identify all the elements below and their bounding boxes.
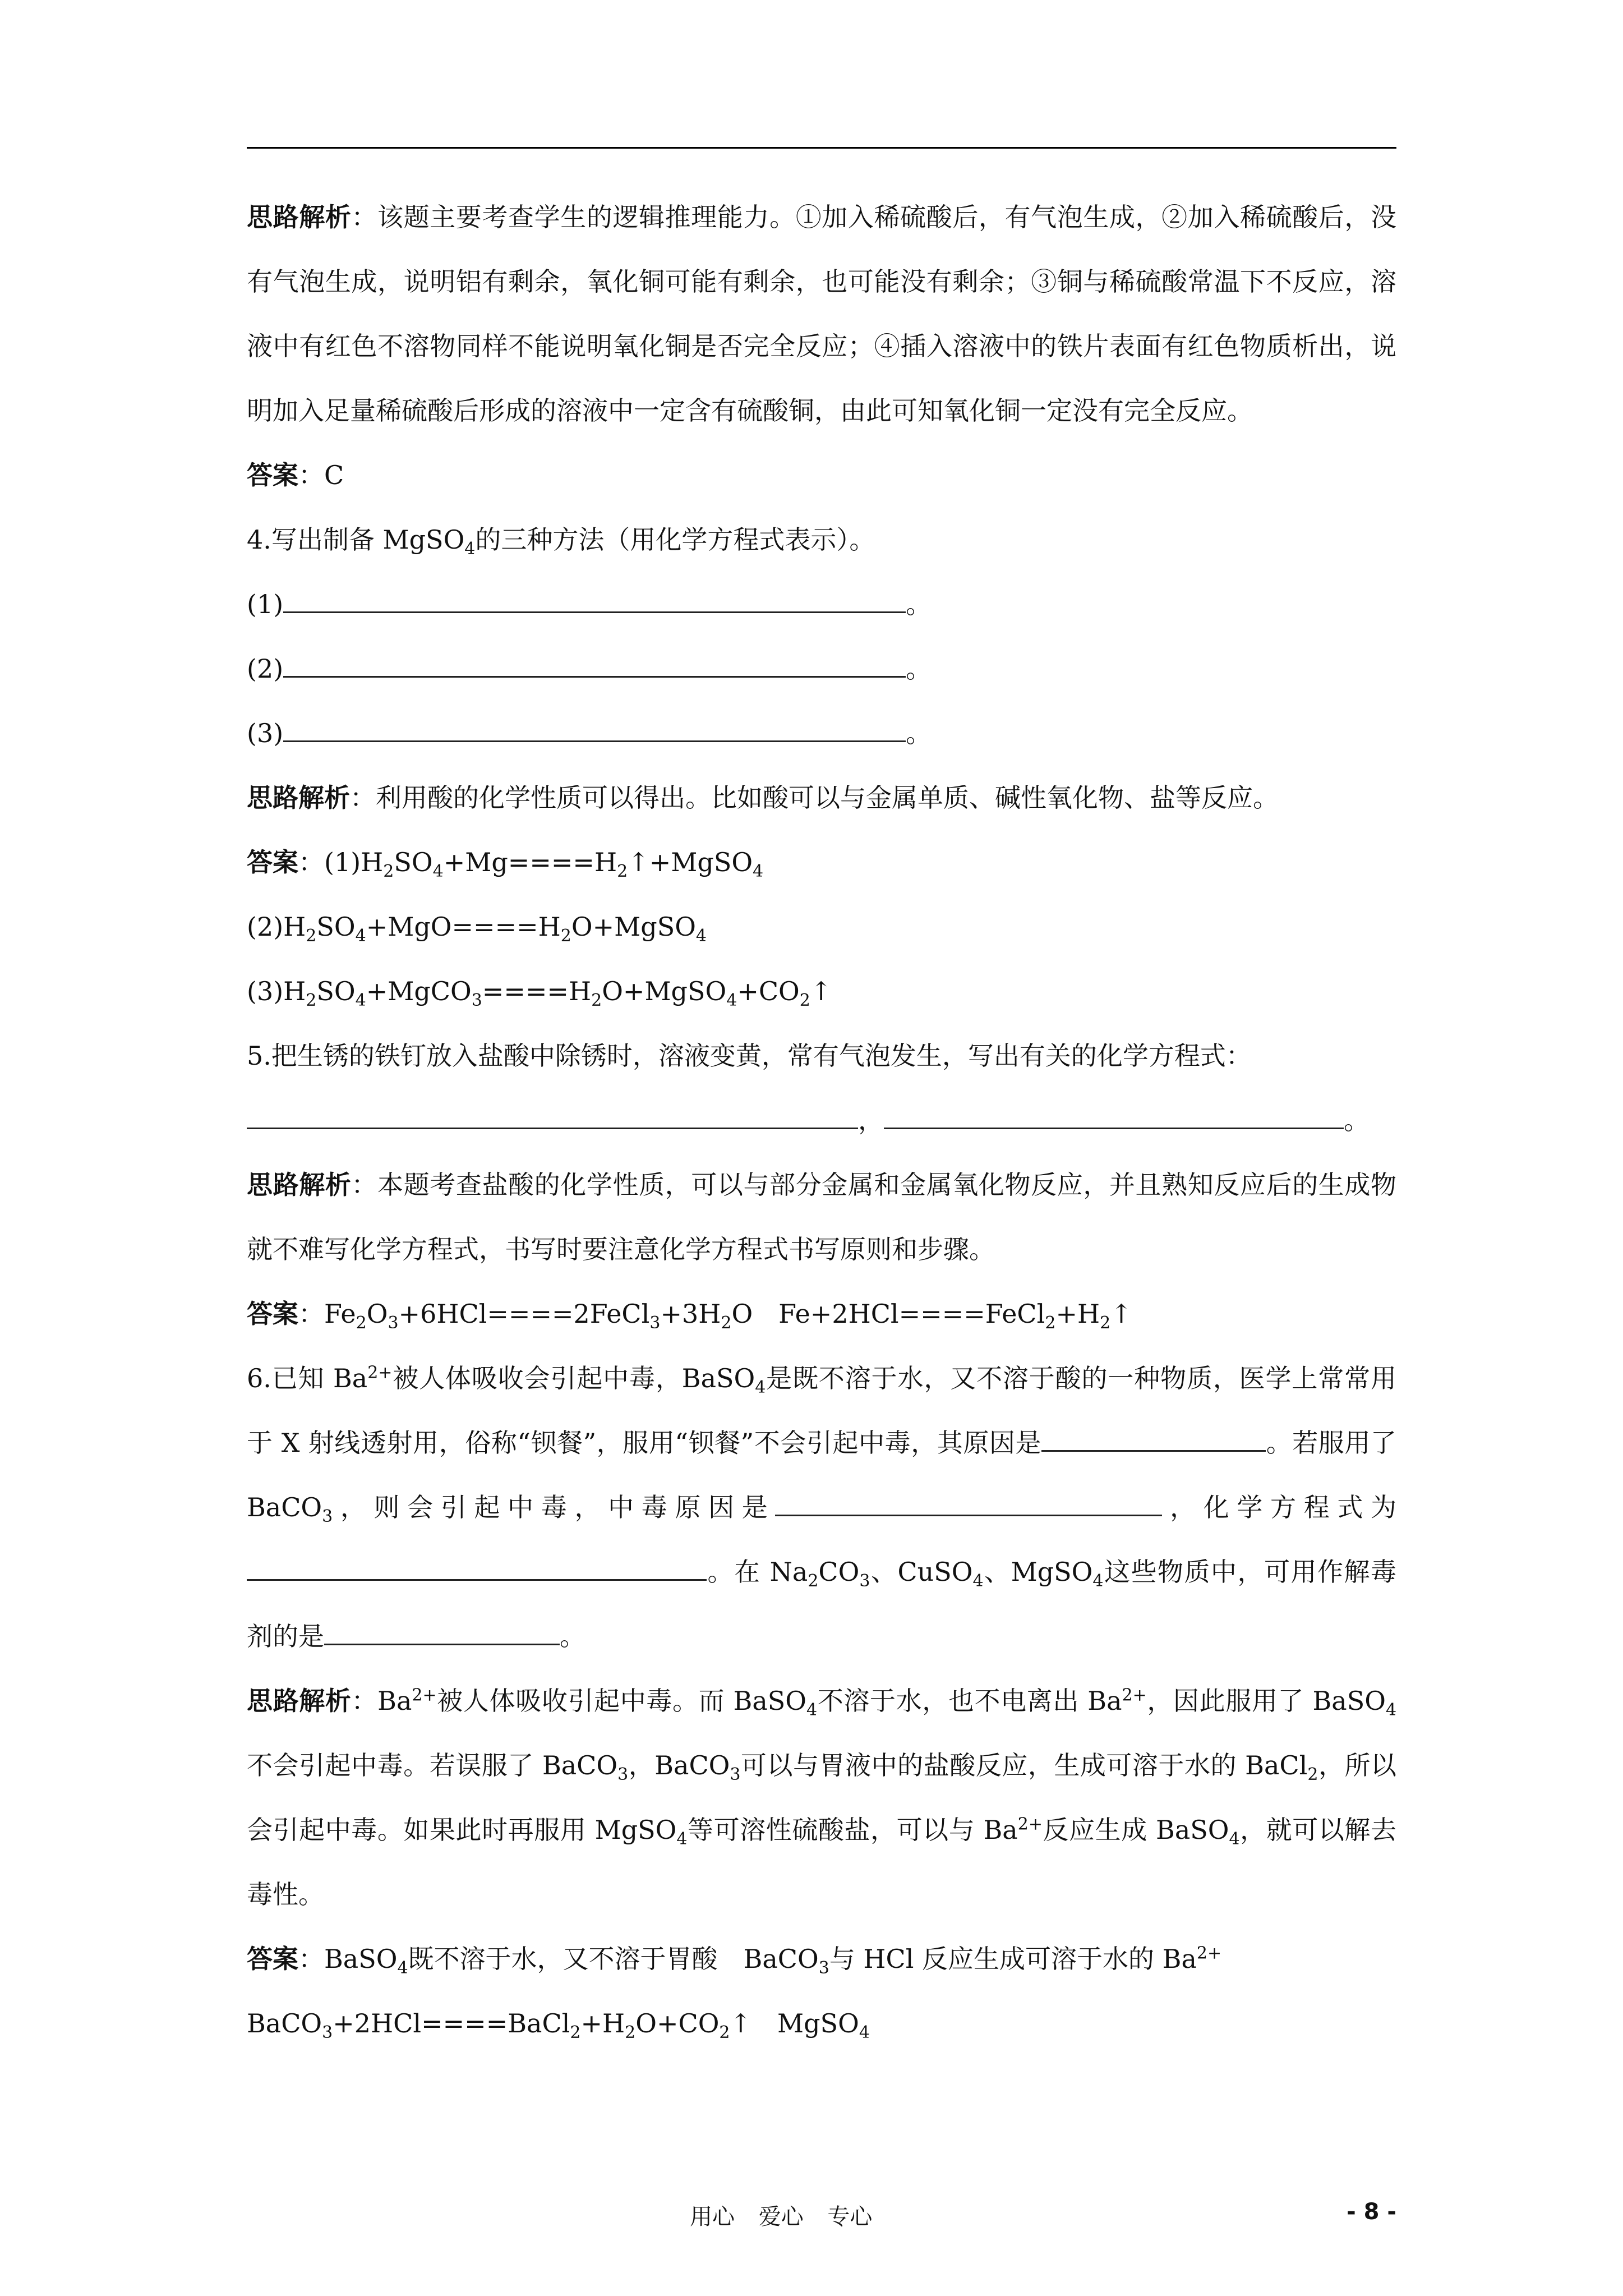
analysis-q4: 思路解析：利用酸的化学性质可以得出。比如酸可以与金属单质、碱性氧化物、盐等反应。 [247,783,1279,813]
page-number: - 8 - [1347,2199,1396,2225]
analysis-text: ：该题主要考查学生的逻辑推理能力。①加入稀硫酸后，有气泡生成，②加入稀硫酸后，没有气泡生成，说明铝有剩余，氧化铜可能有剩余，也可能没有剩余；③铜与稀硫酸常温下不反应，溶液中有红色不溶物同样不能说明氧化铜是否完全反应；④插入溶液中的铁片表面有红色物质析出，说明加入足量稀硫酸后形成的溶液中一定含有硫酸铜，由此可知氧化铜一定没有完全反应。 [247,202,1397,426]
answer-q4-line-2: $(2)H_2SO_4+MgO====H_2O+MgSO_4$ [247,912,707,946]
analysis-q5: 思路解析：本题考查盐酸的化学性质，可以与部分金属和金属氧化物反应，并且熟知反应后的生成物就不难写化学方程式，书写时要注意化学方程式书写原则和步骤。 [247,1170,1397,1264]
question-4-blank-2: (2) 。 [247,637,1396,701]
answer-blank[interactable] [247,1553,707,1581]
answer-blank[interactable] [283,715,906,742]
document-body [247,185,1396,2056]
answer-q6-line-2: $BaCO_3+2HCl====BaCl_2+H_2O+CO_2↑$ MgSO$_4$ [247,2008,870,2043]
answer-q4-line-3: $(3)H_2SO_4+MgCO_3====H_2O+MgSO_4+CO_2↑$ [247,976,832,1011]
page-footer [247,2199,1396,2233]
question-4-blank-3: (3) 。 [247,701,1396,766]
answer-text: ：C [298,460,344,490]
answer-blank[interactable] [884,1102,1344,1129]
answer-q5: 答案：$Fe_2O_3+6HCl====2FeCl_3+3H_2O$ $Fe+2HCl====FeCl_2+H_2↑$ [247,1299,1132,1333]
question-4-blank-1: (1) 。 [247,572,1396,637]
answer-q3 [247,443,1396,508]
answer-blank[interactable] [1041,1424,1266,1452]
answer-blank[interactable] [247,1102,858,1129]
answer-label: 答案 [247,460,298,490]
analysis-label: 思路解析 [247,202,352,232]
answer-blank[interactable] [283,586,906,613]
analysis-q6: 思路解析：$Ba^{2+}$被人体吸收引起中毒。而 BaSO$_4$不溶于水，也不电离出 $Ba^{2+}$，因此服用了 BaSO$_4$不会引起中毒。若误服了 BaCO$_3$，BaCO$_3$可以与胃液中的盐酸反应，生成可溶于水的 BaCl$_2$，所以会引起中毒。如果此时再服用 MgSO$_4$等可溶性硫酸盐，可以与 $Ba^{2+}$反应生成 BaSO$_4$，就可以解去毒性。 [247,1685,1397,1910]
answer-q6-line-1: 答案：BaSO$_4$既不溶于水，又不溶于胃酸 BaCO$_3$与 HCl 反应生成可溶于水的 $Ba^{2+}$ [247,1943,1222,1978]
question-5-blanks: ， 。 [247,1088,1396,1153]
question-4: 4.写出制备 MgSO$_4$的三种方法（用化学方程式表示）。 [247,524,875,559]
answer-blank[interactable] [324,1618,560,1645]
answer-q4-line-1: 答案：$(1)H_2SO_4+Mg====H_2↑+MgSO_4$ [247,847,764,882]
answer-blank[interactable] [775,1489,1162,1516]
footer-slogan: 用心 爱心 专心 [690,2204,873,2230]
question-5: 5.把生锈的铁钉放入盐酸中除锈时，溶液变黄，常有气泡发生，写出有关的化学方程式： [247,1041,1252,1071]
header-rule [247,147,1396,149]
answer-blank[interactable] [283,650,906,678]
question-6: 6.已知 $Ba^{2+}$被人体吸收会引起中毒，BaSO$_4$是既不溶于水，又不溶于酸的一种物质，医学上常常用于 X 射线透射用，俗称“钡餐”，服用“钡餐”不会引起中毒，其原因是 。若服用了 BaCO$_3$，则会引起中毒，中毒原因是 ，化学方程式为。在 $Na_2CO_3$、CuSO$_4$、MgSO$_4$这些物质中，可用作解毒剂的是 。 [247,1363,1397,1651]
analysis-q3 [247,185,1396,443]
